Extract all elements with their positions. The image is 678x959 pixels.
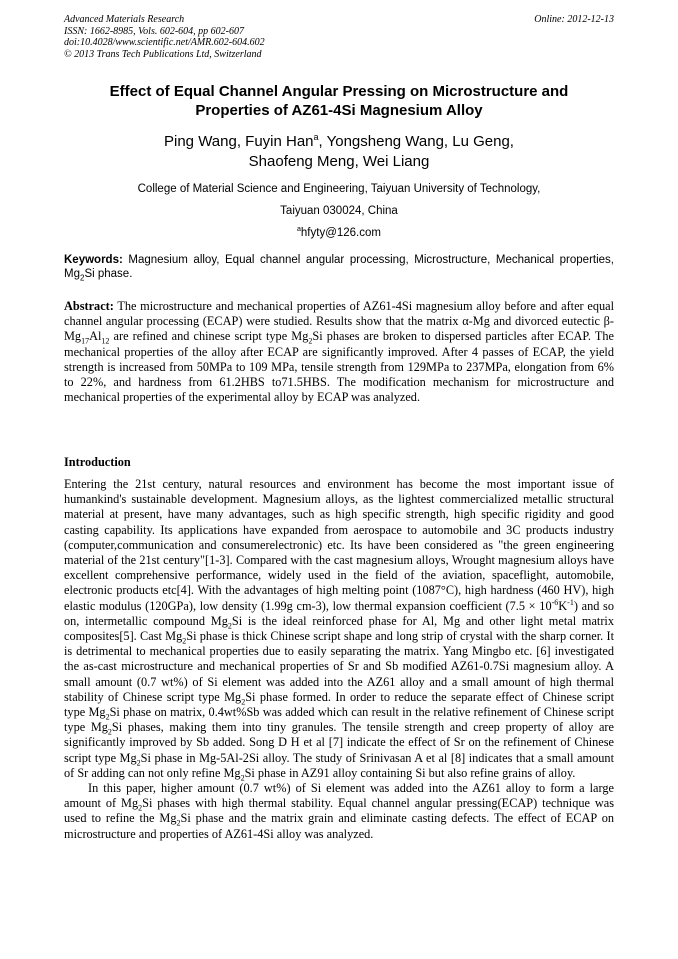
intro-p1-sub: 2 (240, 773, 245, 783)
section-heading-introduction: Introduction (64, 455, 131, 469)
intro-p1-sub: 2 (182, 636, 187, 646)
intro-p1-text: Si phase is thick Chinese script shape and long strip of crystal with the sharp corner. It is detrimental to mechanical properties due to easily separating the matrix. Yang Mingbo etc. [6] investigated the as-cast microstructure and mechanical properties of Sr and Sb modified AZ61-0.7Si magnesium alloy. A small amount (0.7 wt%) of Si element was added into the AZ61 alloy and a small amount of high thermal stability of Chinese script type Mg (64, 629, 614, 704)
intro-p2-sub: 2 (138, 803, 143, 813)
keywords-sub: 2 (79, 273, 85, 283)
journal-header (64, 14, 614, 60)
keywords-text: Magnesium alloy, Equal channel angular processing, Microstructure, Mechanical properties, Mg (64, 254, 614, 280)
email-address: hfyty@126.com (300, 227, 381, 239)
abstract-text-3: are refined and chinese script type Mg (109, 329, 309, 344)
intro-p1-text: Si phases, making them into tiny granules. The tensile strength and creep property of alloy are significantly improved by Sb added. Song D H et al [7] indicate the effect of Sr on the refinement of Chinese script type Mg (64, 720, 614, 765)
intro-p2-sub: 2 (176, 818, 181, 828)
intro-p2-text: Si phase and the matrix grain and eliminate casting defects. The effect of ECAP on microstructure and properties of AZ61-4Si alloy was analyzed. (64, 811, 614, 841)
intro-p1-sub: 2 (107, 727, 112, 737)
affiliation-line-1: College of Material Science and Engineering, Taiyuan University of Technology, (137, 183, 541, 195)
intro-p1-sub: 2 (136, 758, 141, 768)
intro-p1-sup: -6 (551, 597, 559, 607)
intro-paragraph-1 (64, 477, 614, 781)
keywords-tail: Si phase. (84, 268, 133, 280)
abstract-label: Abstract: (64, 299, 114, 313)
abstract-text-4: Si phases are broken to dispersed particles after ECAP. The mechanical properties of the alloy after ECAP are significantly improved. After 4 passes of ECAP, the yield strength is increased from 50MPa to 109 MPa, tensile strength from 129MPa to 237MPa, elongation from 6% to 22%, and hardness from 61.2HBS to71.5HBS. The modification mechanism for microstructure and mechanical properties of the experimental alloy by ECAP was analyzed. (64, 329, 614, 405)
abstract-sub-3: 2 (308, 336, 313, 346)
intro-p1-text: Si phase on matrix, 0.4wt%Sb was added which can result in the relative refinement of Chinese script type Mg (64, 705, 615, 735)
title-line-1: Effect of Equal Channel Angular Pressing on Microstructure and (109, 83, 569, 100)
journal-copyright: © 2013 Trans Tech Publications Ltd, Switzerland (64, 48, 262, 60)
abstract-sub-1: 17 (81, 336, 90, 346)
intro-p1-sub: 2 (241, 697, 246, 707)
authors-part-2: , Yongsheng Wang, Lu Geng, (318, 133, 514, 150)
journal-issn: ISSN: 1662-8985, Vols. 602-604, pp 602-607 (64, 25, 244, 37)
intro-p1-sup: -1 (567, 597, 574, 607)
title-line-2: Properties of AZ61-4Si Magnesium Alloy (195, 102, 483, 119)
intro-p1-sub: 2 (105, 712, 110, 722)
abstract-text-2: Al (89, 329, 102, 344)
intro-p2-text: Si phases with high thermal stability. Equal channel angular pressing(ECAP) technique was used to refine the Mg (64, 796, 615, 826)
intro-p1-text: ) and so on, intermetallic compound Mg (64, 598, 614, 628)
affiliation-line-2: Taiyuan 030024, China (280, 205, 398, 217)
introduction-body (64, 477, 614, 842)
email-mark: a (297, 226, 301, 234)
abstract (64, 299, 614, 405)
abstract-text-1: The microstructure and mechanical properties of AZ61-4Si magnesium alloy before and after equal channel angular processing (ECAP) were studied. Results show that the matrix α-Mg and divorced eutectic β-Mg (64, 299, 614, 344)
paper-title (64, 82, 614, 120)
intro-p1-text: Entering the 21st century, natural resources and environment has become the most important issue of humankind's sustainable development. Magnesium alloys, as the lightest commercialized metallic structural material at present, have many advantages, such as high specific strength, high specific rigidity and good casting capability. Its applications have expanded from aerospace to automobile and 3C products industry (computer,communication and consumerelectronic) etc. Its have been considered as "the green engineering material of the 21st century"[1-3]. Compared with the cast magnesium alloys, Wrought magnesium alloys have excellent comprehensive performance, widely used in the field of the aviation, spaceflight, automobile, electronic products etc[4]. With the advantages of high melting point (1087°C), high hardness (460 HV), high elastic modulus (120GPa), low density (1.99g cm-3), low thermal expansion coefficient (7.5 × 10 (64, 477, 614, 613)
authors-line-1 (64, 132, 614, 152)
affiliation (64, 178, 614, 244)
abstract-sub-2: 12 (101, 336, 110, 346)
keywords-label: Keywords: (64, 254, 123, 266)
authors-line-2: Shaofeng Meng, Wei Liang (248, 153, 430, 170)
intro-p1-text: Si is the ideal reinforced phase for Al, Mg and other light metal matrix composites[5]. Cast Mg (64, 613, 614, 644)
intro-p2-text: In this paper, higher amount (0.7 wt%) of Si element was added into the AZ61 alloy to form a large amount of Mg (64, 781, 614, 811)
author-list (64, 132, 614, 172)
keywords (64, 253, 614, 281)
author-affil-mark: a (313, 132, 319, 142)
journal-doi: doi:10.4028/www.scientific.net/AMR.602-604.602 (64, 37, 265, 48)
intro-p1-sub: 2 (227, 621, 232, 631)
journal-info (64, 14, 614, 60)
journal-name: Advanced Materials Research (64, 14, 185, 25)
intro-paragraph-2 (64, 781, 614, 842)
intro-p1-text: Si phase formed. In order to reduce the separate effect of Chinese script type Mg (64, 689, 614, 720)
authors-part-1: Ping Wang, Fuyin Han (164, 133, 314, 150)
intro-p1-text: K (558, 598, 568, 613)
author-email (64, 222, 614, 244)
intro-p1-text: Si phase in AZ91 alloy containing Si but also refine grains of alloy. (244, 765, 576, 780)
online-date: Online: 2012-12-13 (534, 14, 614, 25)
intro-p1-text: Si phase in Mg-5Al-2Si alloy. The study of Srinivasan A et al [8] indicates that a small amount of Sr adding can not only refine Mg (64, 750, 614, 780)
